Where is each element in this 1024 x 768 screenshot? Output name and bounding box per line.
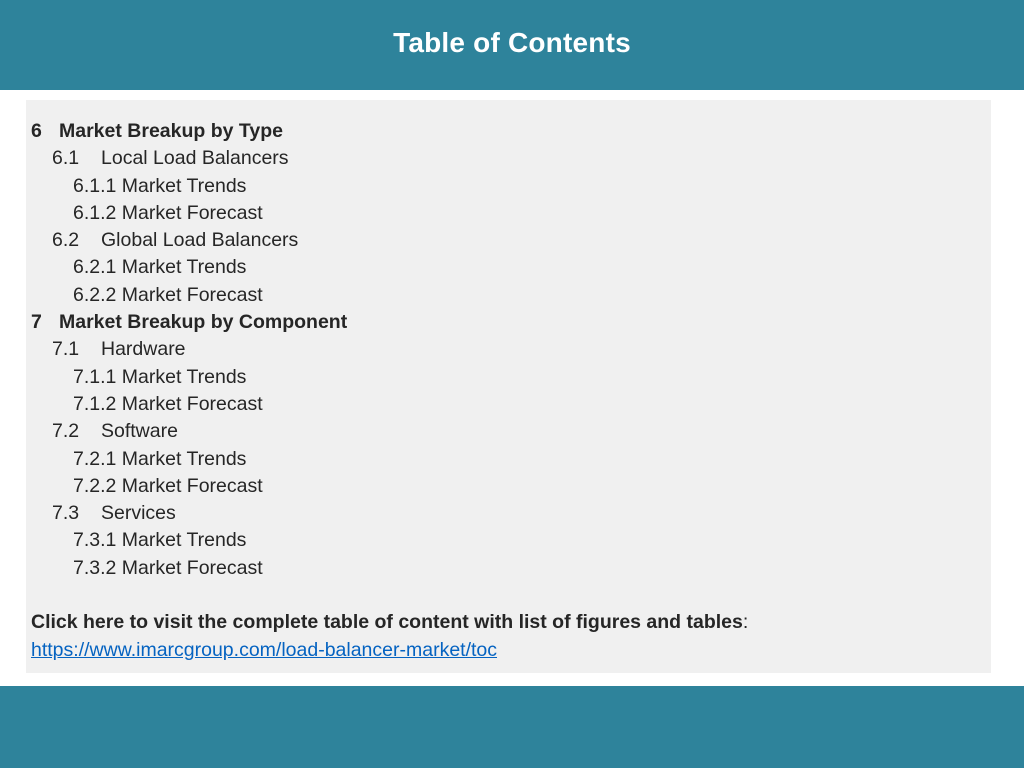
toc-link[interactable]: https://www.imarcgroup.com/load-balancer-market/toc	[31, 638, 498, 661]
toc-item: 7.3.2 Market Forecast	[73, 556, 263, 579]
toc-subsection-6-1	[31, 145, 991, 172]
toc-item: 7.3.1 Market Trends	[73, 529, 247, 552]
toc-panel	[26, 100, 991, 673]
toc-subsection-6-2	[31, 227, 991, 254]
toc-subsection-7-2	[31, 418, 991, 445]
toc-subsection-7-1	[31, 336, 991, 363]
cta-colon: :	[742, 611, 749, 634]
subsection-title: Hardware	[101, 338, 186, 361]
section-title: Market Breakup by Type	[59, 120, 283, 142]
subsection-number: 7.2	[52, 420, 80, 443]
toc-item: 6.1.1 Market Trends	[73, 174, 247, 197]
toc-item: 7.1.1 Market Trends	[73, 365, 247, 388]
toc-item: 7.1.2 Market Forecast	[73, 392, 263, 415]
toc-item: 6.2.2 Market Forecast	[73, 283, 263, 306]
subsection-title: Local Load Balancers	[101, 147, 289, 170]
cta-line	[31, 609, 991, 636]
header-band	[0, 0, 1024, 90]
subsection-number: 6.1	[52, 147, 80, 170]
toc-item: 7.2.1 Market Trends	[73, 447, 247, 470]
section-title: Market Breakup by Component	[59, 311, 348, 334]
subsection-number: 6.2	[52, 229, 80, 252]
subsection-title: Services	[101, 502, 176, 525]
toc-item: 6.1.2 Market Forecast	[73, 201, 263, 224]
toc-section-6	[31, 118, 991, 145]
page-title: Table of Contents	[393, 27, 631, 58]
subsection-title: Software	[101, 420, 178, 443]
toc-item: 7.2.2 Market Forecast	[73, 474, 263, 497]
cta-text: Click here to visit the complete table of content with list of figures and tables	[31, 611, 743, 634]
toc-item: 6.2.1 Market Trends	[73, 256, 247, 279]
spacer	[31, 582, 991, 609]
subsection-title: Global Load Balancers	[101, 229, 299, 252]
section-number: 7	[31, 311, 42, 334]
toc-subsection-7-3	[31, 500, 991, 527]
cta-link-line	[31, 637, 991, 664]
footer-band	[0, 686, 1024, 768]
toc-section-7	[31, 309, 991, 336]
subsection-number: 7.3	[52, 502, 80, 525]
section-number: 6	[31, 120, 42, 142]
subsection-number: 7.1	[52, 338, 80, 361]
